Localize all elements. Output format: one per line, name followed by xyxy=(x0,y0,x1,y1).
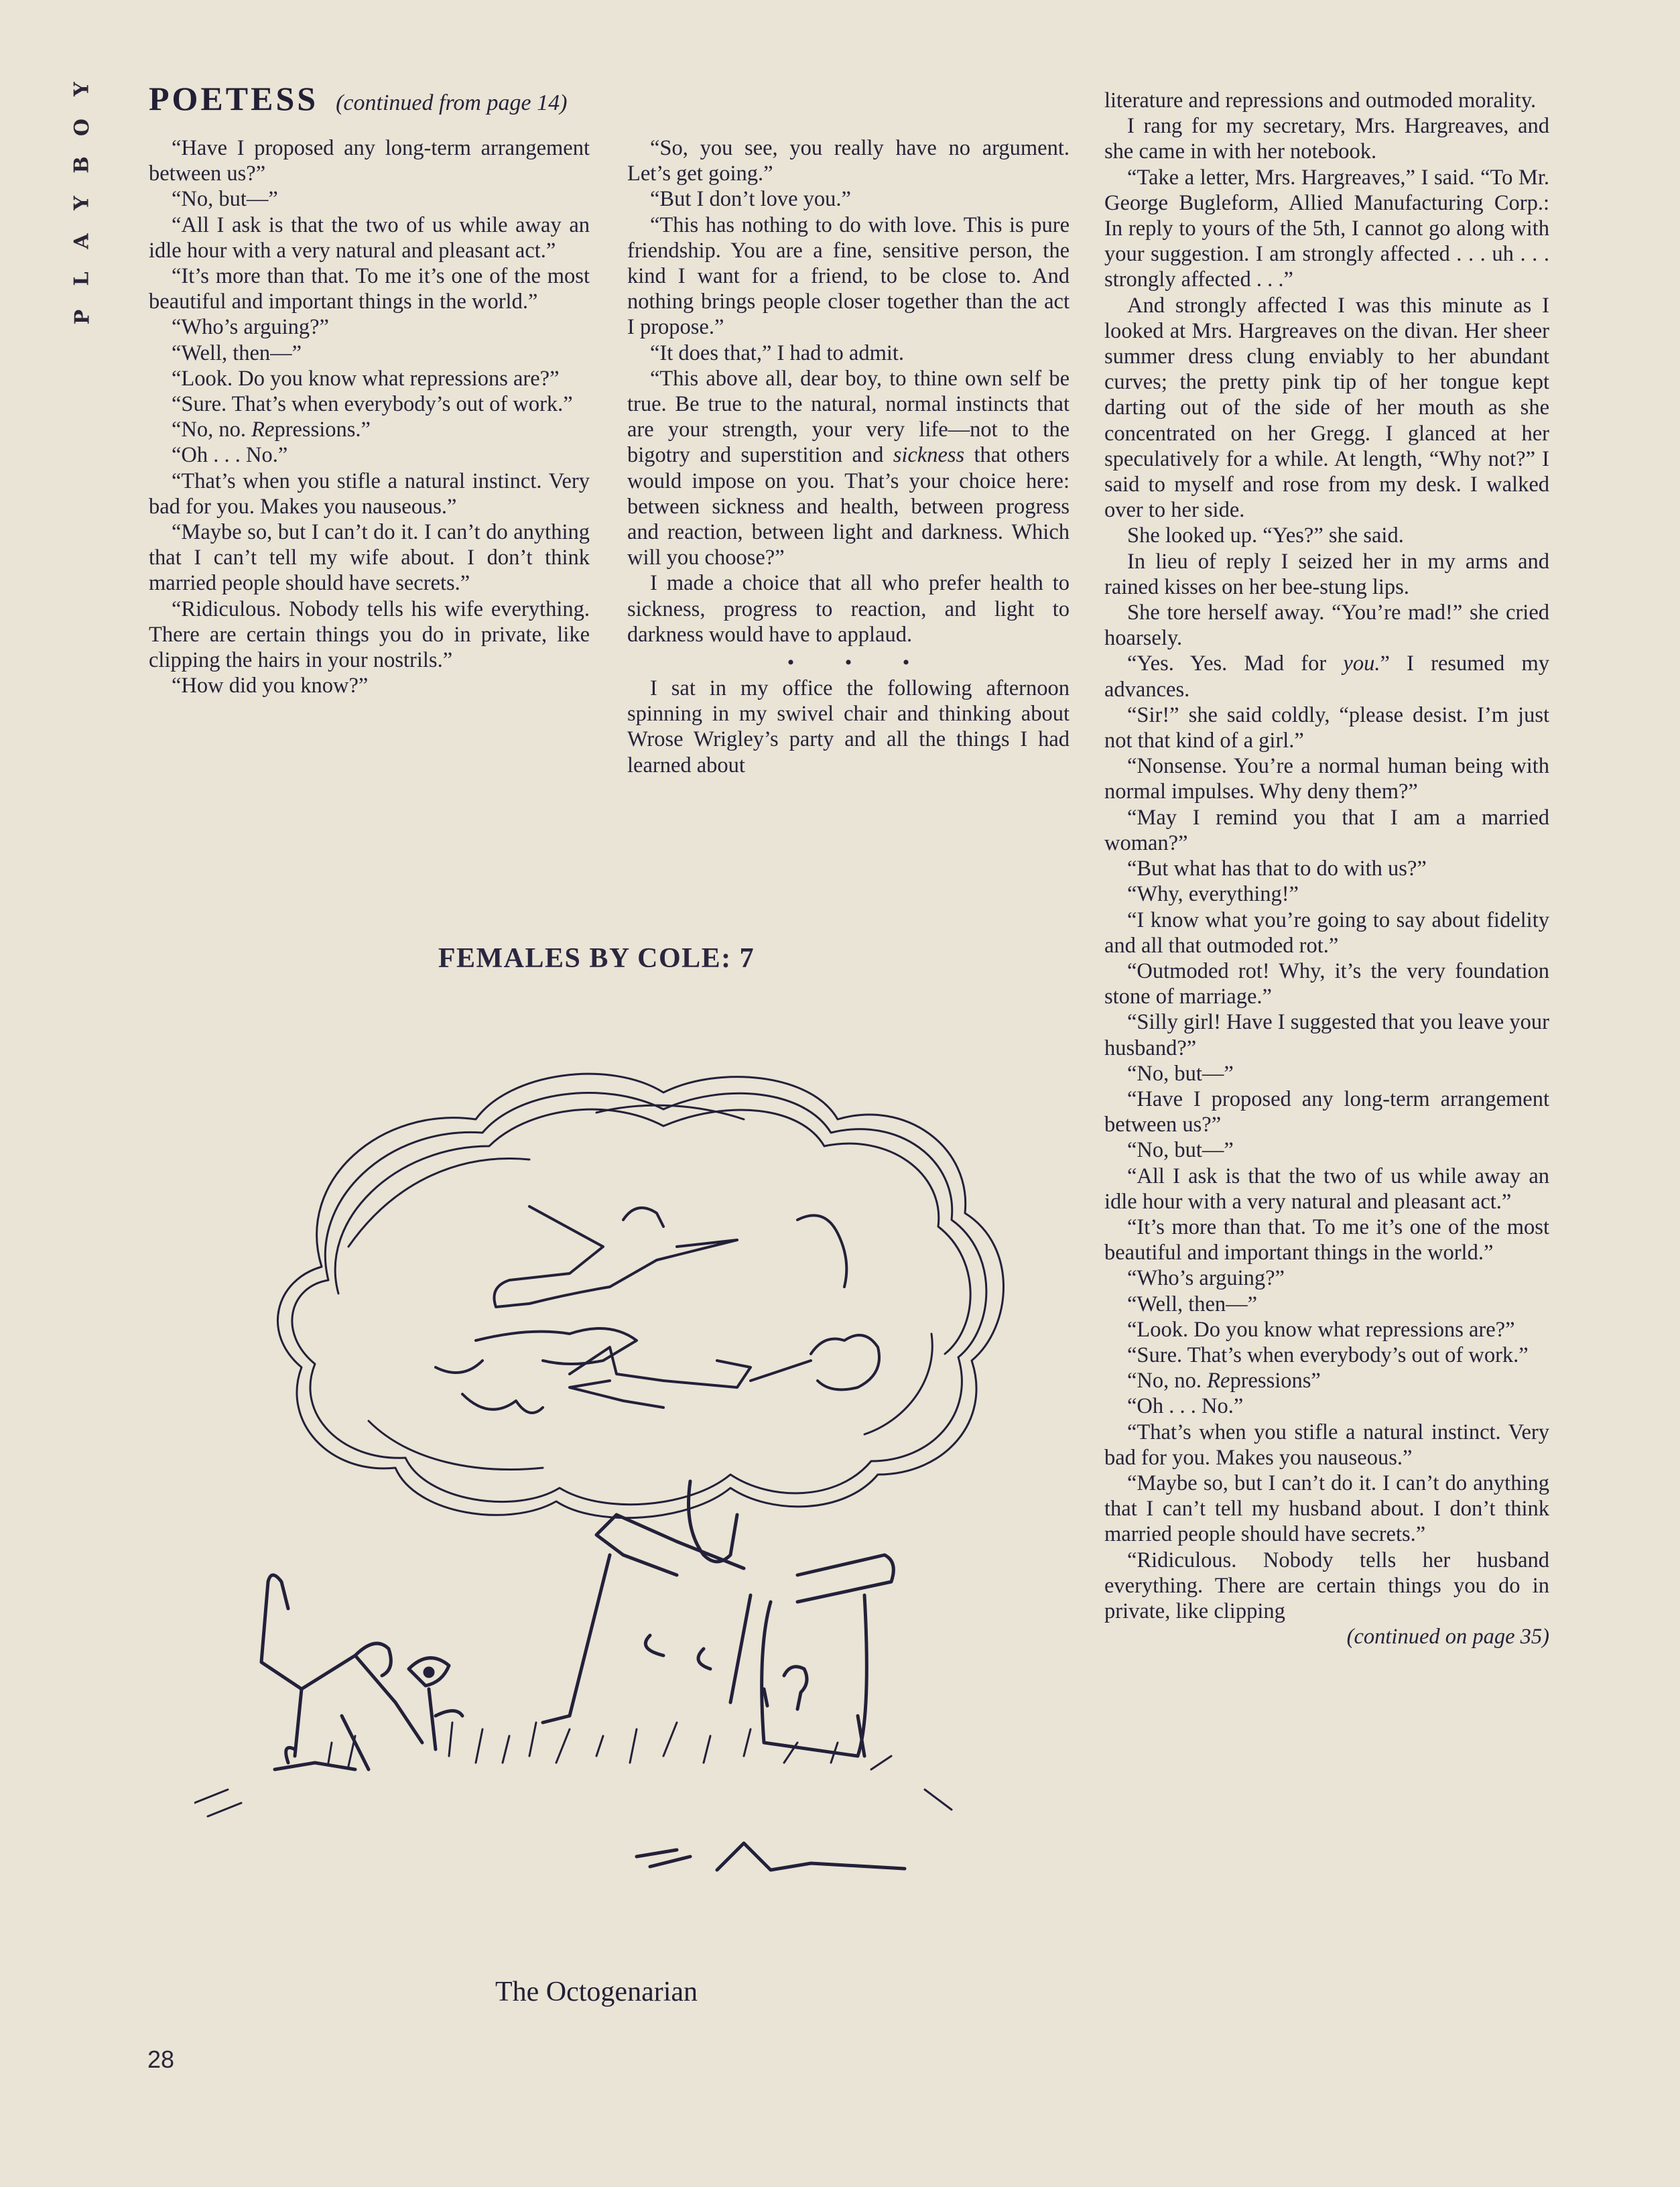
paragraph: “Maybe so, but I can’t do it. I can’t do anything that I can’t tell my wife about. I don’t think married people should have secrets.” xyxy=(149,520,590,596)
paragraph: “Outmoded rot! Why, it’s the very foundation stone of marriage.” xyxy=(1104,958,1549,1009)
paragraph: “Sure. That’s when everybody’s out of work.” xyxy=(172,392,573,417)
paragraph: literature and repressions and outmoded morality. xyxy=(1104,88,1537,113)
paragraph: “Take a letter, Mrs. Hargreaves,” I said. “To Mr. George Bugleform, Allied Manufacturing Corp.: In reply to yours of the 5th, I cannot go along with your suggestion. I am strongly affected . . . uh . . . strongly affected . . .” xyxy=(1104,165,1549,292)
playboy-masthead xyxy=(66,79,99,327)
paragraph: She tore herself away. “You’re mad!” she cried hoarsely. xyxy=(1104,601,1549,651)
paragraph: “No, but—” xyxy=(172,187,278,212)
paragraph: “All I ask is that the two of us while away an idle hour with a very natural and pleasant act.” xyxy=(149,212,590,263)
paragraph: “No, but—” xyxy=(1127,1061,1234,1086)
masthead-letter: O xyxy=(70,118,94,136)
text-run: that others would impose on you. That’s your choice here: between sickness and health, between progress and reaction, between light and darkness. Which will you choose?” xyxy=(627,443,1070,570)
paragraph: In lieu of reply I seized her in my arms and rained kisses on her bee-stung lips. xyxy=(1104,549,1549,599)
paragraph: “It’s more than that. To me it’s one of the most beautiful and important things in the world.” xyxy=(1104,1214,1549,1265)
paragraph xyxy=(1104,651,1549,702)
paragraph: “Well, then—” xyxy=(1127,1292,1258,1316)
paragraph: “It does that,” I had to admit. xyxy=(650,340,905,365)
paragraph xyxy=(149,417,590,442)
paragraph: “This has nothing to do with love. This is pure friendship. You are a fine, sensitive person, the kind I want for a friend, to be close to. And nothing brings people closer together than the act I propose.” xyxy=(627,212,1070,340)
paragraph: “It’s more than that. To me it’s one of the most beautiful and important things in the world.” xyxy=(149,264,590,314)
paragraph: “No, but—” xyxy=(1127,1138,1234,1163)
paragraph xyxy=(1104,1368,1549,1393)
paragraph: “Oh . . . No.” xyxy=(172,443,288,468)
paragraph: “Why, everything!” xyxy=(1127,882,1299,907)
masthead-letter: B xyxy=(70,156,94,174)
cloud-crown xyxy=(277,1074,1003,1517)
paragraph: “Ridiculous. Nobody tells her husband everything. There are certain things you do in private, like clipping xyxy=(1104,1548,1549,1623)
paragraph: “Sure. That’s when everybody’s out of work.” xyxy=(1127,1342,1529,1367)
paragraph: “Nonsense. You’re a normal human being with normal impulses. Why deny them?” xyxy=(1104,754,1549,804)
paragraph: I made a choice that all who prefer health to sickness, progress to reaction, and light to darkness would have to applaud. xyxy=(627,571,1070,647)
text-column-2 xyxy=(627,135,1070,778)
paragraph: “All I ask is that the two of us while away an idle hour with a very natural and pleasant act.” xyxy=(1104,1164,1549,1214)
figure xyxy=(261,1481,893,1769)
artist-signature xyxy=(637,1843,905,1870)
paragraph: “Look. Do you know what repressions are?” xyxy=(1127,1317,1515,1342)
article-heading xyxy=(149,79,567,118)
paragraph: “That’s when you stifle a natural instinct. Very bad for you. Makes you nauseous.” xyxy=(149,468,590,519)
emphasis: you. xyxy=(1343,651,1380,676)
cartoon-caption: The Octogenarian xyxy=(495,1977,698,2007)
article-title: POETESS xyxy=(149,80,319,117)
paragraph: “Who’s arguing?” xyxy=(172,315,329,340)
continued-on-note: (continued on page 35) xyxy=(1346,1625,1549,1649)
paragraph: “Who’s arguing?” xyxy=(1127,1266,1285,1291)
grass xyxy=(194,1723,952,1816)
paragraph: “But what has that to do with us?” xyxy=(1127,857,1427,881)
text-run: “This above all, dear boy, to thine own self be true. Be true to the natural, normal instincts that are your strength, your very life—not to the bigotry and superstition and xyxy=(627,366,1070,468)
emphasis: Re xyxy=(1207,1369,1230,1393)
emphasis: Re xyxy=(251,418,275,442)
paragraph: She looked up. “Yes?” she said. xyxy=(1127,523,1404,548)
text-run: ” I resumed my advances. xyxy=(1104,651,1549,702)
masthead-letter: Y xyxy=(70,82,94,97)
paragraph: “Maybe so, but I can’t do it. I can’t do anything that I can’t tell my husband about. I don’t think married people should have secrets.” xyxy=(1104,1471,1549,1547)
paragraph: “I know what you’re going to say about fidelity and all that outmoded rot.” xyxy=(1104,908,1549,958)
paragraph: “But I don’t love you.” xyxy=(650,187,851,212)
masthead-letter: L xyxy=(70,271,94,286)
text-column-1 xyxy=(149,135,590,698)
paragraph: “Look. Do you know what repressions are?” xyxy=(172,366,560,391)
text-column-3 xyxy=(1104,88,1549,1649)
paragraph: “Have I proposed any long-term arrangement between us?” xyxy=(149,136,590,186)
masthead-letter: P xyxy=(70,309,94,325)
continued-from-note: (continued from page 14) xyxy=(336,90,568,115)
cartoon-illustration xyxy=(194,1046,1019,1883)
text-run: pressions.” xyxy=(274,418,371,442)
paragraph: I rang for my secretary, Mrs. Hargreaves, and she came in with her notebook. xyxy=(1104,114,1549,164)
paragraph: “Sir!” she said coldly, “please desist. I’m just not that kind of a girl.” xyxy=(1104,702,1549,753)
text-run: pressions” xyxy=(1230,1369,1321,1393)
paragraph: “May I remind you that I am a married woman?” xyxy=(1104,805,1549,855)
text-run: “No, no. xyxy=(172,418,252,442)
face-sketch xyxy=(436,1206,879,1413)
text-run: “Yes. Yes. Mad for xyxy=(1127,651,1344,676)
masthead-letter: A xyxy=(70,233,94,249)
paragraph: “How did you know?” xyxy=(172,674,369,698)
text-run: “No, no. xyxy=(1127,1369,1208,1393)
section-break: • • • xyxy=(787,651,933,674)
paragraph: “So, you see, you really have no argument. Let’s get going.” xyxy=(627,136,1070,186)
paragraph: “Silly girl! Have I suggested that you leave your husband?” xyxy=(1104,1010,1549,1060)
cartoon-title: FEMALES BY COLE: 7 xyxy=(438,943,755,974)
paragraph: “Well, then—” xyxy=(172,340,302,365)
emphasis: sickness xyxy=(893,443,965,468)
paragraph: “Have I proposed any long-term arrangement between us?” xyxy=(1104,1086,1549,1137)
paragraph: “That’s when you stifle a natural instinct. Very bad for you. Makes you nauseous.” xyxy=(1104,1420,1549,1470)
paragraph: “Oh . . . No.” xyxy=(1127,1394,1244,1419)
paragraph: “Ridiculous. Nobody tells his wife everything. There are certain things you do in private, like clipping the hairs in your nostrils.” xyxy=(149,597,590,673)
paragraph: I sat in my office the following afternoon spinning in my swivel chair and thinking about Wrose Wrigley’s party and all the things I had learned about xyxy=(627,676,1070,777)
page-number: 28 xyxy=(147,2046,175,2073)
masthead-letter: Y xyxy=(70,196,94,210)
paragraph xyxy=(627,366,1070,571)
paragraph: And strongly affected I was this minute as I looked at Mrs. Hargreaves on the divan. Her sheer summer dress clung enviably to her abundant curves; the pretty pink tip of her tongue kept darting out of the side of her mouth as she concentrated on her Gregg. I glanced at her speculatively for a while. At length, “Why not?” I said to myself and rose from my desk. I walked over to her side. xyxy=(1104,293,1549,523)
